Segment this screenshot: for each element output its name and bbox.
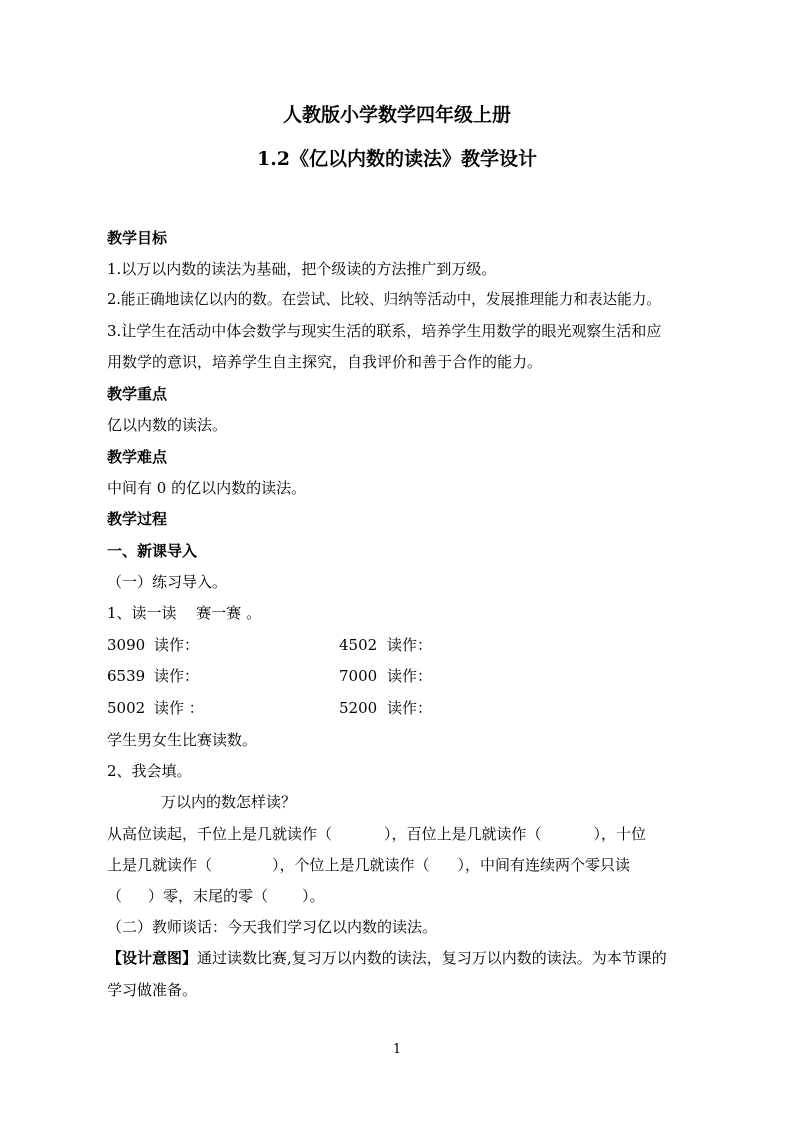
fill-text: （ xyxy=(107,887,123,905)
design-intent-line-1 xyxy=(107,947,707,969)
difficulty-text: 中间有 0 的亿以内数的读法。 xyxy=(107,479,307,497)
fill-text: ），十位 xyxy=(593,825,647,843)
fill-text: ），个位上是几就读作（ xyxy=(272,856,430,874)
read-label: 读作： xyxy=(387,636,433,654)
fill-text: ）。 xyxy=(302,887,325,905)
sub-section-1: （一）练习导入。 xyxy=(107,573,228,591)
item-2: 2、我会填。 xyxy=(107,762,192,780)
read-number: 5200 xyxy=(339,699,378,717)
fill-text: ）零，末尾的零（ xyxy=(148,887,269,905)
sub-section-2: （二）教师谈话：今天我们学习亿以内数的读法。 xyxy=(107,918,438,936)
read-label: 读作 ： xyxy=(154,699,204,717)
key-text: 亿以内数的读法。 xyxy=(107,416,228,434)
read-label: 读作： xyxy=(154,667,200,685)
page-number: 1 xyxy=(392,1042,402,1057)
difficulty-heading: 教学难点 xyxy=(107,448,168,466)
process-heading: 教学过程 xyxy=(107,510,168,528)
read-number: 7000 xyxy=(339,667,378,685)
goals-heading: 教学目标 xyxy=(107,229,168,247)
item-1: 1、读一读 赛一赛 。 xyxy=(107,604,262,622)
fill-text: 上是几就读作（ xyxy=(107,856,213,874)
fill-text: ），中间有连续两个零只读 xyxy=(457,856,631,874)
read-number: 3090 xyxy=(107,636,146,654)
read-label: 读作： xyxy=(154,636,200,654)
fill-line-3 xyxy=(107,885,707,907)
document-subtitle: 1.2《亿以内数的读法》教学设计 xyxy=(256,148,538,170)
goal-3-line-1: 3.让学生在活动中体会数学与现实生活的联系，培养学生用数学的眼光观察生活和应 xyxy=(107,322,662,340)
read-number: 6539 xyxy=(107,667,146,685)
document-title: 人教版小学数学四年级上册 xyxy=(282,104,511,126)
question-text: 万以内的数怎样读？ xyxy=(161,793,297,811)
key-heading: 教学重点 xyxy=(107,385,168,403)
part-1-heading: 一、新课导入 xyxy=(107,542,198,560)
fill-line-2 xyxy=(107,854,707,876)
design-intent-text: 通过读数比赛,复习万以内数的读法，复习万以内数的读法。为本节课的 xyxy=(197,949,667,967)
read-number: 4502 xyxy=(339,636,378,654)
goal-2: 2.能正确地读亿以内的数。在尝试、比较、归纳等活动中，发展推理能力和表达能力。 xyxy=(107,291,661,308)
goal-3-line-2: 用数学的意识，培养学生自主探究，自我评价和善于合作的能力。 xyxy=(107,353,543,371)
fill-text: ），百位上是几就读作（ xyxy=(384,825,542,843)
design-intent-label: 【设计意图】 xyxy=(107,949,198,967)
goal-1: 1.以万以内数的读法为基础，把个级读的方法推广到万级。 xyxy=(107,260,497,278)
fill-line-1 xyxy=(107,823,707,845)
read-number: 5002 xyxy=(107,699,146,717)
fill-text: 从高位读起，千位上是几就读作（ xyxy=(107,825,333,843)
contest-text: 学生男女生比赛读数。 xyxy=(107,731,258,749)
read-label: 读作： xyxy=(387,667,433,685)
read-label: 读作： xyxy=(387,699,433,717)
design-intent-line-2: 学习做准备。 xyxy=(107,981,198,999)
